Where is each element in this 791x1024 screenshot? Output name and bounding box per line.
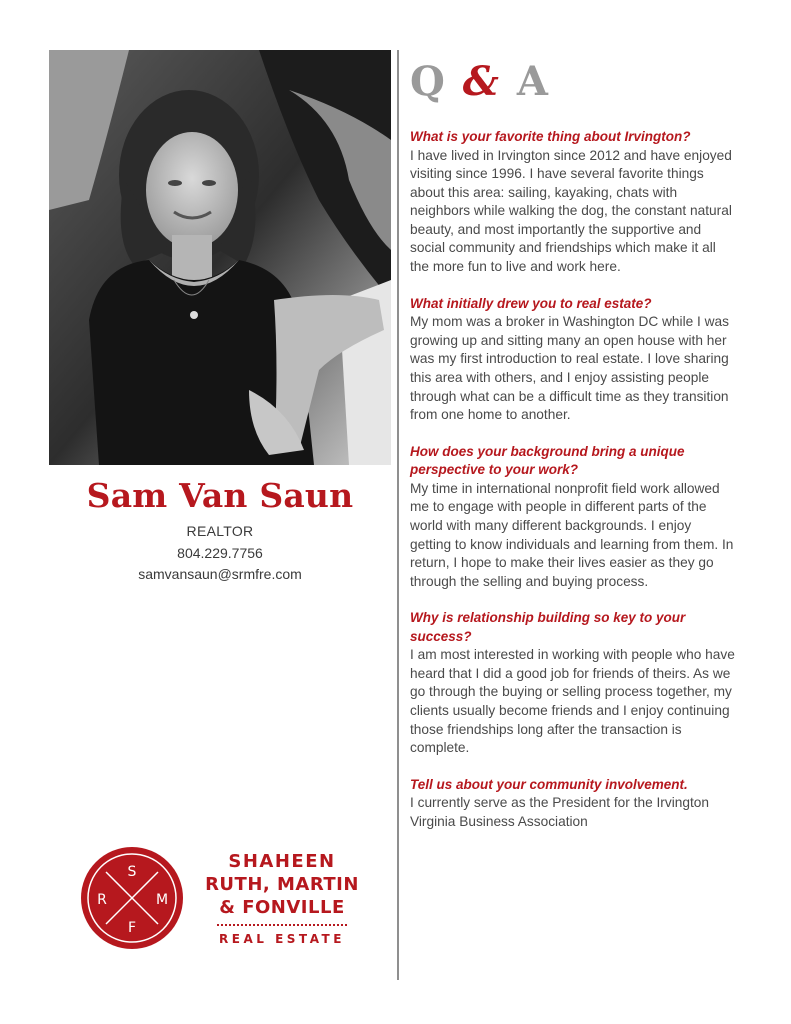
qa-answer: My mom was a broker in Washington DC while I was growing up and sitting many an open house with her was my first introduction to real estate. I love sharing this area with others, and I enjoy assisting people through what can be a difficult time as they transition from one home to another.: [410, 314, 729, 423]
seal-letter-f: F: [127, 920, 137, 936]
qa-item: [410, 443, 735, 592]
company-logo: [80, 846, 380, 956]
brand-line-3: & FONVILLE: [219, 897, 345, 918]
qa-answer: My time in international nonprofit field work allowed me to engage with people in different parts of the world with many different backgrounds. I enjoy getting to know individuals and learning from them. In return, I hope to make their lives easier as they go through the selling and buying process.: [410, 480, 734, 589]
qa-item: [410, 295, 735, 425]
company-wordmark: [192, 850, 372, 946]
seal-letter-r: R: [97, 892, 107, 908]
srmf-seal-icon: [80, 846, 184, 950]
qa-question: What initially drew you to real estate?: [410, 295, 652, 311]
qa-answer: I have lived in Irvington since 2012 and have enjoyed visiting since 1996. I have several favorite things about this area: sailing, kayaking, chats with neighbors while walking the dog, the constant natural beauty, and most importantly the supportive and social community and friendships which make it all the more fun to live and work here.: [410, 147, 732, 275]
qa-item: [410, 776, 735, 832]
agent-role: REALTOR: [186, 523, 254, 539]
qa-answer: I currently serve as the President for the Irvington Virginia Business Association: [410, 795, 709, 829]
qa-question: What is your favorite thing about Irvington?: [410, 129, 691, 144]
qa-question: How does your background bring a unique perspective to your work?: [410, 443, 685, 478]
qa-list: [410, 128, 735, 850]
agent-portrait-photo: [49, 50, 391, 465]
seal-letter-s: S: [127, 864, 137, 880]
agent-phone: 804.229.7756: [177, 545, 263, 561]
brand-dotted-divider: [217, 924, 347, 926]
column-divider: [397, 50, 399, 980]
qa-answer: I am most interested in working with people who have heard that I did a good job for friends of theirs. As we go through the buying or selling process together, my clients usually become friends and I enjoy continuing those friendships long after the transaction is complete.: [410, 647, 735, 756]
qa-heading-a: A: [516, 58, 550, 105]
qa-item: [410, 128, 735, 277]
qa-heading-amp: &: [462, 58, 501, 105]
qa-question: Tell us about your community involvement.: [410, 776, 688, 792]
portrait-image: [49, 50, 391, 465]
seal-letter-m: M: [155, 892, 169, 908]
agent-name: Sam Van Saun: [86, 476, 354, 515]
agent-email: samvansaun@srmfre.com: [138, 566, 302, 582]
brand-line-2: RUTH, MARTIN: [205, 874, 359, 895]
qa-heading: [410, 58, 550, 105]
brand-line-1: SHAHEEN: [228, 851, 336, 872]
brand-line-4: REAL ESTATE: [219, 932, 345, 946]
qa-heading-q: Q: [410, 58, 447, 105]
qa-question: Why is relationship building so key to your success?: [410, 610, 686, 644]
qa-item: [410, 609, 735, 758]
